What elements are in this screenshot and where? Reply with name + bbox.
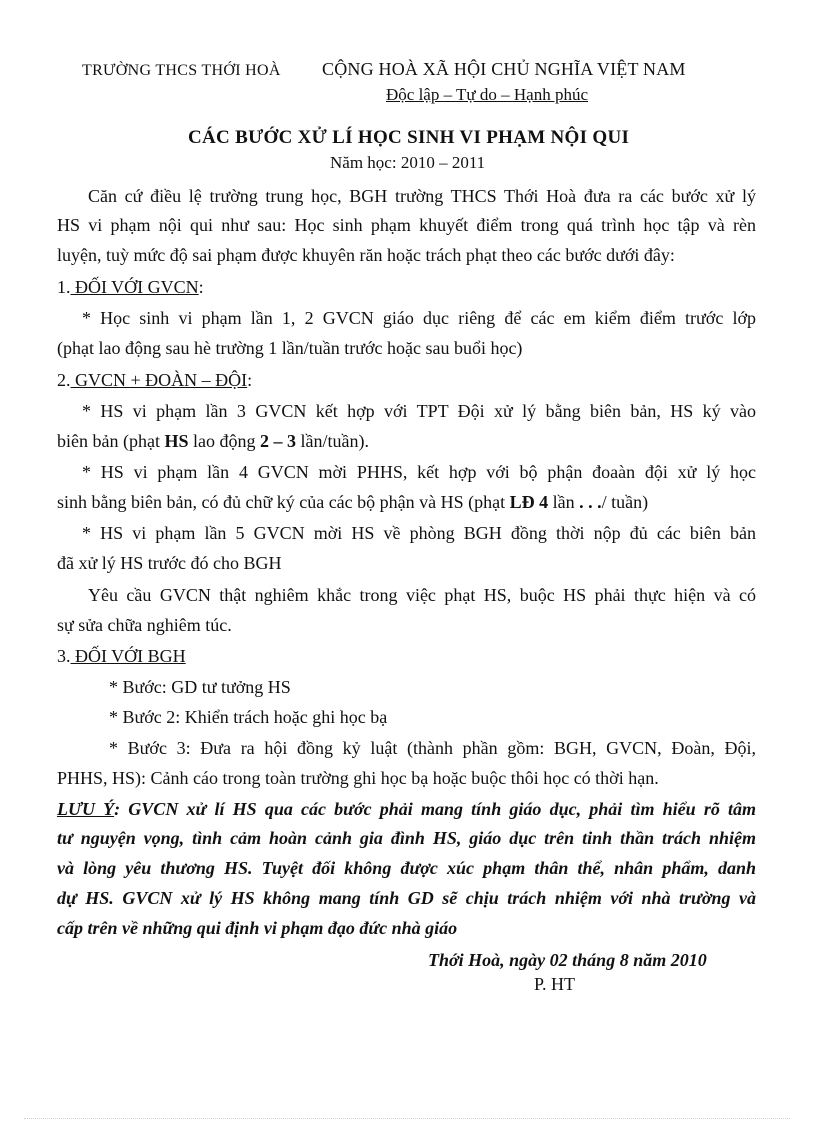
section-1-item-1-line-2: (phạt lao động sau hè trường 1 lần/tuần trước hoặc sau buổi học) xyxy=(57,338,523,358)
section-1-colon: : xyxy=(198,277,204,297)
text-run: biên bản (phạt xyxy=(57,431,165,451)
text-run: lần/tuần). xyxy=(295,431,369,451)
section-2-item-2-line-2 xyxy=(57,491,648,513)
section-3-heading xyxy=(57,645,186,667)
note-colon: : xyxy=(114,799,121,819)
republic-name: CỘNG HOÀ XÃ HỘI CHỦ NGHĨA VIỆT NAM xyxy=(322,59,686,79)
section-2-item-1-line-2 xyxy=(57,430,369,452)
requirement-line-1: Yêu cầu GVCN thật nghiêm khắc trong việc phạt HS, buộc HS phải thực hiện và có xyxy=(88,585,756,605)
signer-title: P. HT xyxy=(534,974,576,994)
text-run-bold: LĐ 4 xyxy=(509,492,549,512)
section-1-heading xyxy=(57,276,204,298)
text-run: / tuần) xyxy=(601,492,649,512)
note-text-1: GVCN xử lí HS qua các bước phải mang tính giáo dục, phải tìm hiểu rõ tâm xyxy=(120,799,757,819)
page-bottom-rule xyxy=(24,1118,790,1119)
national-motto: Độc lập – Tự do – Hạnh phúc xyxy=(386,85,588,104)
section-2-number: 2. xyxy=(57,370,71,390)
section-3-step-3-line-1: * Bước 3: Đưa ra hội đồng kỷ luật (thành phần gồm: BGH, GVCN, Đoàn, Đội, xyxy=(109,738,756,758)
note-line-3: và lòng yêu thương HS. Tuyệt đối không được xúc phạm thân thể, nhân phẩm, danh xyxy=(57,858,756,878)
section-3-number: 3. xyxy=(57,646,71,666)
text-run: sinh bằng biên bản, có đủ chữ ký của các bộ phận và HS (phạt xyxy=(57,492,510,512)
note-line-5: cấp trên về những qui định vi phạm đạo đức nhà giáo xyxy=(57,918,458,938)
section-2-item-1-line-1: * HS vi phạm lần 3 GVCN kết hợp với TPT Đội xử lý bằng biên bản, HS ký vào xyxy=(82,401,756,421)
text-run-bold: HS xyxy=(164,431,189,451)
section-2-heading xyxy=(57,369,252,391)
section-1-title: ĐỐI VỚI GVCN xyxy=(70,277,199,297)
text-run: lao động xyxy=(188,431,260,451)
signature-date: Thới Hoà, ngày 02 tháng 8 năm 2010 xyxy=(428,950,707,970)
section-2-title: GVCN + ĐOÀN – ĐỘI xyxy=(70,370,248,390)
section-3-title: ĐỐI VỚI BGH xyxy=(70,646,186,666)
section-2-colon: : xyxy=(247,370,253,390)
section-3-step-3-line-2: PHHS, HS): Cảnh cáo trong toàn trường ghi học bạ hoặc buộc thôi học có thời hạn. xyxy=(57,768,659,788)
intro-line-2: HS vi phạm nội qui như sau: Học sinh phạm khuyết điểm trong quá trình học tập và rèn xyxy=(57,215,756,235)
document-title: CÁC BƯỚC XỬ LÍ HỌC SINH VI PHẠM NỘI QUI xyxy=(188,127,630,148)
section-2-item-3-line-1: * HS vi phạm lần 5 GVCN mời HS về phòng BGH đồng thời nộp đủ các biên bản xyxy=(82,523,756,543)
note-line-2: tư nguyện vọng, tình cảm hoàn cảnh gia đình HS, giáo dục trên tinh thần trách nhiệm xyxy=(57,828,756,848)
section-2-item-3-line-2: đã xử lý HS trước đó cho BGH xyxy=(57,553,282,573)
intro-line-3: luyện, tuỳ mức độ sai phạm được khuyên răn hoặc trách phạt theo các bước dưới đây: xyxy=(57,245,675,265)
school-year: Năm học: 2010 – 2011 xyxy=(330,153,486,172)
school-name: TRƯỜNG THCS THỚI HOÀ xyxy=(82,62,281,79)
note-line-1 xyxy=(57,798,756,820)
section-1-number: 1. xyxy=(57,277,71,297)
section-1-item-1-line-1: * Học sinh vi phạm lần 1, 2 GVCN giáo dục riêng để các em kiểm điểm trước lớp xyxy=(82,308,756,328)
text-run-bold: 2 – 3 xyxy=(259,431,296,451)
note-label: LƯU Ý xyxy=(57,799,115,819)
requirement-line-2: sự sửa chữa nghiêm túc. xyxy=(57,615,232,635)
note-line-4: dự HS. GVCN xử lý HS không mang tính GD sẽ chịu trách nhiệm với nhà trường và xyxy=(57,888,756,908)
text-run: lần xyxy=(548,492,580,512)
section-3-step-1: * Bước: GD tư tưởng HS xyxy=(109,677,291,697)
section-2-item-2-line-1: * HS vi phạm lần 4 GVCN mời PHHS, kết hợp với bộ phận đoaàn đội xử lý học xyxy=(82,462,756,482)
section-3-step-2: * Bước 2: Khiển trách hoặc ghi học bạ xyxy=(109,707,388,727)
intro-line-1: Căn cứ điều lệ trường trung học, BGH trường THCS Thới Hoà đưa ra các bước xử lý xyxy=(88,186,756,206)
text-run-bold: . . . xyxy=(579,492,602,512)
